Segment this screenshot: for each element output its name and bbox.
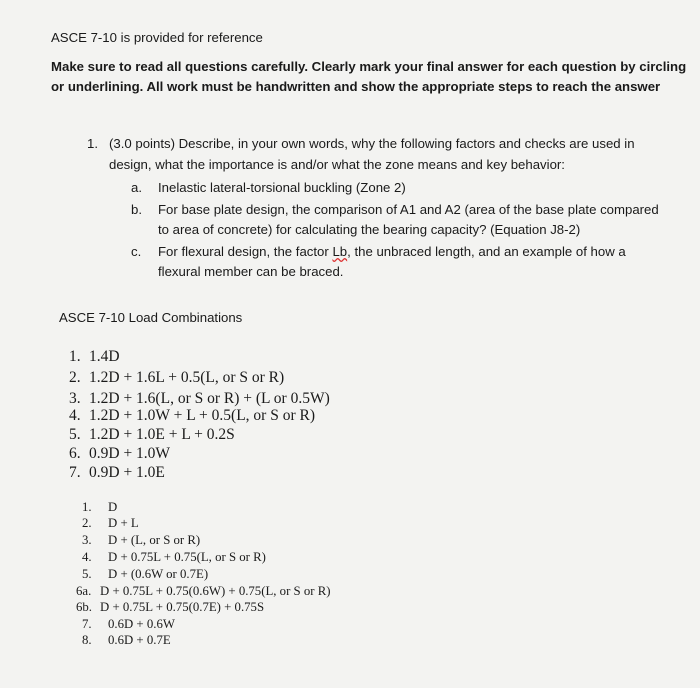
question-1a-text: Inelastic lateral-torsional buckling (Zone 2)	[158, 180, 406, 195]
strength-combination: 2. 1.2D + 1.6L + 0.5(L, or S or R)	[69, 369, 285, 386]
question-1c-text-post: , the unbraced length, and an example of how a	[347, 244, 626, 259]
strength-combination: 7. 0.9D + 1.0E	[69, 464, 165, 481]
question-1-number: 1.	[87, 136, 98, 151]
asd-combination: 1. D	[82, 500, 118, 514]
asd-combination: 2. D + L	[82, 516, 139, 530]
strength-combination: 1. 1.4D	[69, 348, 120, 365]
asd-combination: 6b. D + 0.75L + 0.75(0.7E) + 0.75S	[76, 600, 265, 614]
strength-combination: 3. 1.2D + 1.6(L, or S or R) + (L or 0.5W)	[69, 390, 330, 407]
load-combinations-heading: ASCE 7-10 Load Combinations	[59, 310, 243, 325]
reference-note: ASCE 7-10 is provided for reference	[51, 30, 263, 45]
asd-combination: 3. D + (L, or S or R)	[82, 533, 201, 547]
asd-combination: 8. 0.6D + 0.7E	[82, 633, 171, 647]
question-1b-text-line-1: For base plate design, the comparison of A1 and A2 (area of the base plate compared	[158, 202, 659, 217]
asd-combination: 5. D + (0.6W or 0.7E)	[82, 567, 209, 581]
question-1c-text-line-1	[158, 243, 626, 260]
asd-combination: 7. 0.6D + 0.6W	[82, 617, 175, 631]
question-1b-letter: b.	[131, 202, 142, 217]
instructions-line-2: or underlining. All work must be handwritten and show the appropriate steps to reach the answer	[51, 79, 661, 94]
question-1c-text-line-2: flexural member can be braced.	[158, 264, 344, 279]
instructions-line-1: Make sure to read all questions carefully. Clearly mark your final answer for each question by circling	[51, 59, 687, 74]
strength-combination: 4. 1.2D + 1.0W + L + 0.5(L, or S or R)	[69, 407, 315, 424]
question-1-text-line-1: (3.0 points) Describe, in your own words, why the following factors and checks are used in	[109, 136, 635, 151]
lb-term: Lb	[332, 244, 348, 259]
question-1b-text-line-2: to area of concrete) for calculating the bearing capacity? (Equation J8-2)	[158, 222, 581, 237]
question-1c-letter: c.	[131, 244, 142, 259]
question-1-text-line-2: design, what the importance is and/or what the zone means and key behavior:	[109, 157, 565, 172]
question-1a-letter: a.	[131, 180, 142, 195]
question-1c-text-pre: For flexural design, the factor	[158, 244, 333, 259]
strength-combination: 5. 1.2D + 1.0E + L + 0.2S	[69, 426, 235, 443]
asd-combination: 6a. D + 0.75L + 0.75(0.6W) + 0.75(L, or S or R)	[76, 584, 331, 598]
strength-combination: 6. 0.9D + 1.0W	[69, 445, 171, 462]
asd-combination: 4. D + 0.75L + 0.75(L, or S or R)	[82, 550, 266, 564]
